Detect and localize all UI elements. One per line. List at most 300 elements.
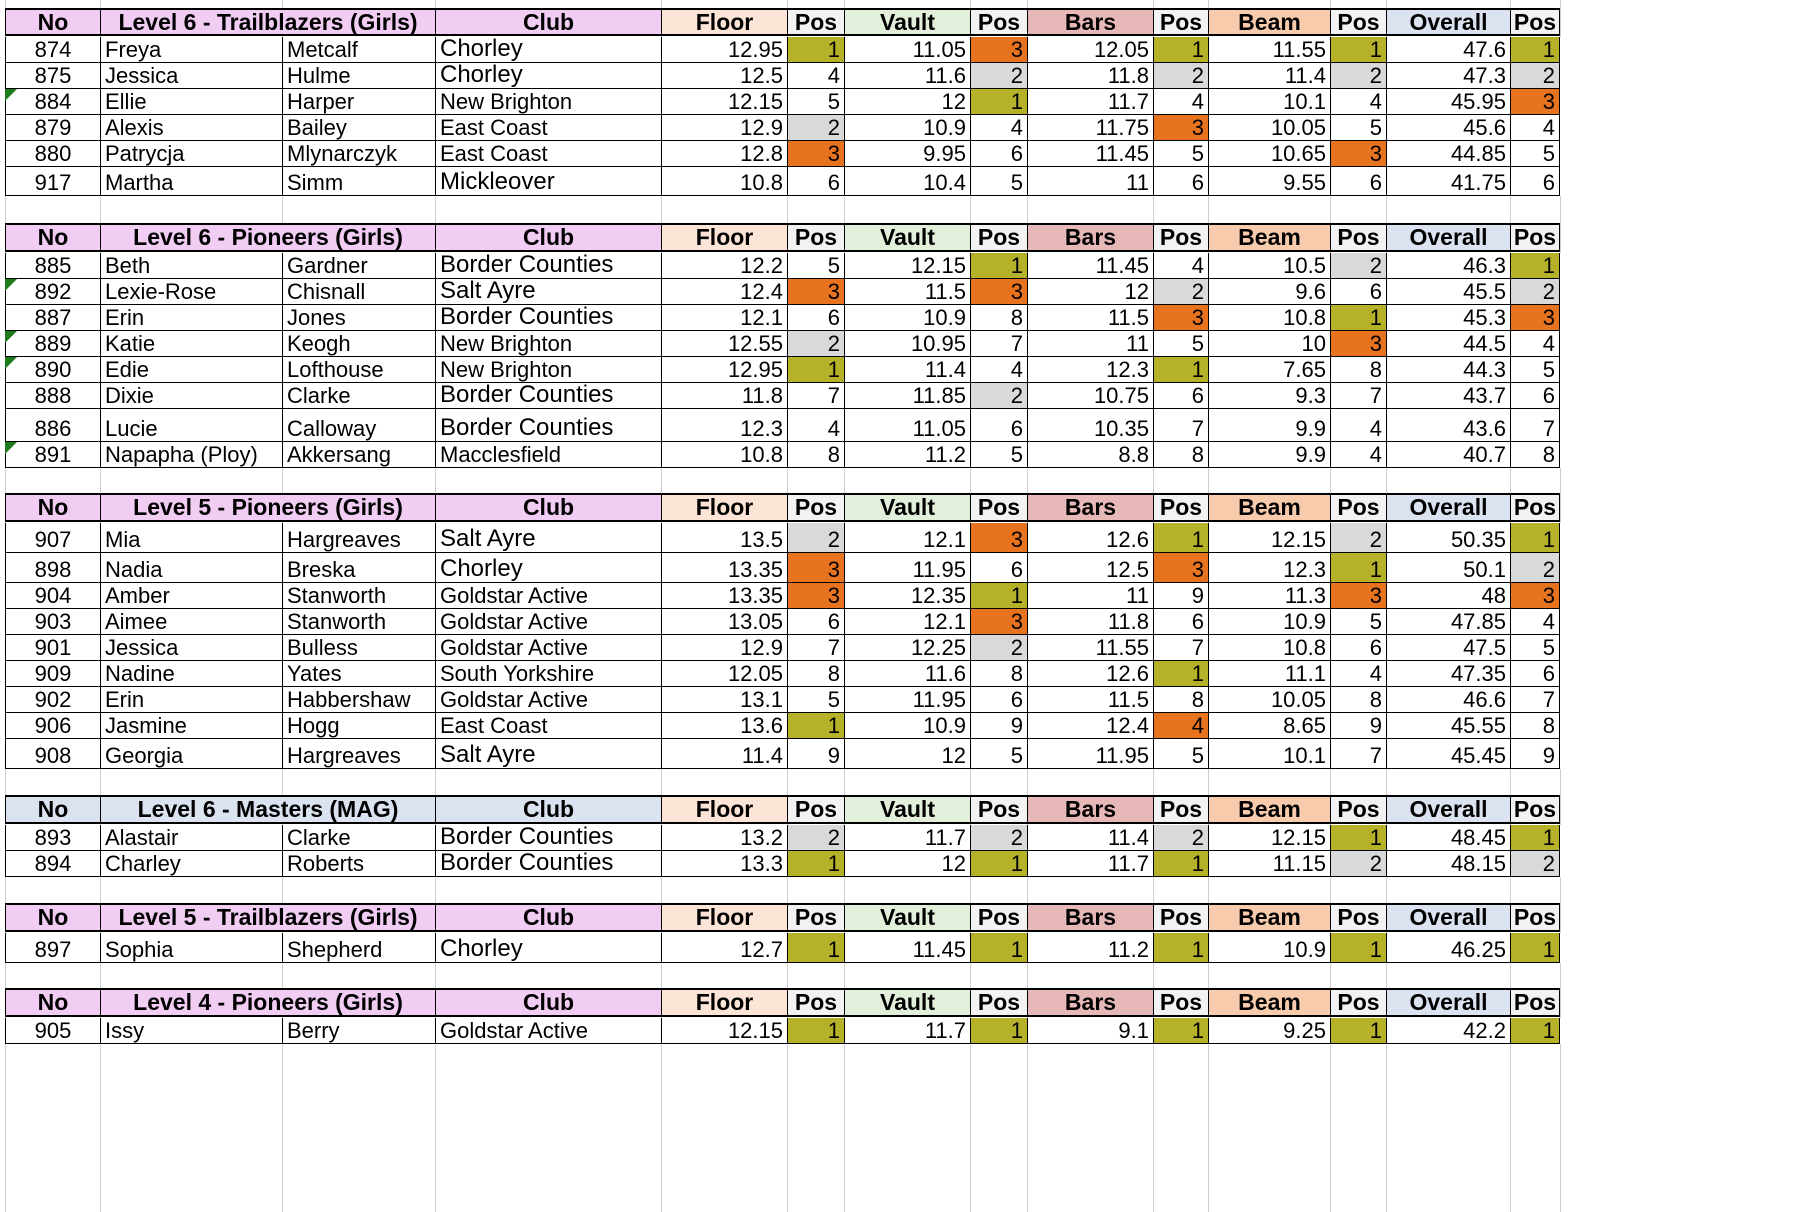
table-row: [0, 37, 1800, 63]
cell-last: Chisnall: [282, 279, 435, 305]
cell-first: Erin: [100, 305, 282, 331]
header-overall: Overall: [1386, 903, 1510, 932]
cell-floor-pos: 1: [787, 851, 844, 877]
header-beam: Beam: [1208, 903, 1330, 932]
cell-beam-pos: 1: [1330, 553, 1386, 583]
cell-first: Napapha (Ploy): [100, 442, 282, 468]
cell-floor-pos: 1: [787, 1018, 844, 1044]
cell-vault: 10.4: [844, 167, 970, 196]
header-club: Club: [435, 795, 661, 824]
header-vault: Vault: [844, 493, 970, 522]
cell-overall: 45.6: [1386, 115, 1510, 141]
header-beam-pos: Pos: [1330, 903, 1386, 932]
cell-floor-pos: 1: [787, 933, 844, 963]
cell-vault-pos: 3: [970, 37, 1027, 63]
cell-first: Lexie-Rose: [100, 279, 282, 305]
cell-overall: 44.85: [1386, 141, 1510, 167]
cell-last: Bailey: [282, 115, 435, 141]
section-header-row: [0, 223, 1800, 252]
cell-floor-pos: 6: [787, 167, 844, 196]
cell-floor-pos: 1: [787, 357, 844, 383]
cell-overall: 50.1: [1386, 553, 1510, 583]
cell-beam-pos: 1: [1330, 1018, 1386, 1044]
cell-bars-pos: 6: [1153, 383, 1208, 409]
cell-last: Hargreaves: [282, 523, 435, 553]
cell-last: Hogg: [282, 713, 435, 739]
cell-vault: 11.6: [844, 661, 970, 687]
table-row: [0, 523, 1800, 553]
cell-no: 903: [5, 609, 100, 635]
table-row: [0, 383, 1800, 409]
cell-overall-pos: 2: [1510, 851, 1560, 877]
cell-no: 917: [5, 167, 100, 196]
cell-bars: 11.95: [1027, 739, 1153, 769]
cell-vault: 10.9: [844, 305, 970, 331]
table-row: [0, 167, 1800, 196]
header-vault-pos: Pos: [970, 8, 1027, 36]
cell-last: Keogh: [282, 331, 435, 357]
cell-beam: 11.3: [1208, 583, 1330, 609]
table-row: [0, 115, 1800, 141]
cell-overall-pos: 5: [1510, 635, 1560, 661]
header-overall-pos: Pos: [1510, 988, 1560, 1017]
header-beam-pos: Pos: [1330, 493, 1386, 522]
cell-floor-pos: 2: [787, 115, 844, 141]
cell-first: Jasmine: [100, 713, 282, 739]
cell-first: Mia: [100, 523, 282, 553]
cell-no: 888: [5, 383, 100, 409]
cell-first: Dixie: [100, 383, 282, 409]
cell-beam-pos: 5: [1330, 115, 1386, 141]
cell-club: Salt Ayre: [435, 279, 661, 305]
section-header-row: [0, 988, 1800, 1017]
header-overall: Overall: [1386, 795, 1510, 824]
cell-last: Jones: [282, 305, 435, 331]
cell-vault-pos: 1: [970, 1018, 1027, 1044]
cell-vault-pos: 8: [970, 661, 1027, 687]
cell-bars-pos: 2: [1153, 63, 1208, 89]
cell-no: 907: [5, 523, 100, 553]
cell-first: Ellie: [100, 89, 282, 115]
table-row: [0, 583, 1800, 609]
cell-vault-pos: 1: [970, 89, 1027, 115]
cell-vault: 11.85: [844, 383, 970, 409]
cell-beam: 10.5: [1208, 253, 1330, 279]
cell-floor: 12.95: [661, 37, 787, 63]
cell-beam: 11.4: [1208, 63, 1330, 89]
header-floor: Floor: [661, 795, 787, 824]
cell-beam-pos: 2: [1330, 523, 1386, 553]
cell-overall: 45.3: [1386, 305, 1510, 331]
cell-first: Martha: [100, 167, 282, 196]
cell-vault: 10.9: [844, 115, 970, 141]
table-row: [0, 553, 1800, 583]
cell-no: 880: [5, 141, 100, 167]
cell-vault: 11.05: [844, 37, 970, 63]
cell-beam-pos: 2: [1330, 851, 1386, 877]
header-bars: Bars: [1027, 493, 1153, 522]
cell-club: Border Counties: [435, 825, 661, 851]
comment-indicator-icon[interactable]: [5, 89, 17, 101]
cell-bars-pos: 7: [1153, 409, 1208, 442]
cell-club: East Coast: [435, 141, 661, 167]
cell-overall: 40.7: [1386, 442, 1510, 468]
cell-bars: 12.6: [1027, 523, 1153, 553]
header-vault-pos: Pos: [970, 988, 1027, 1017]
cell-no: 874: [5, 37, 100, 63]
cell-floor: 13.1: [661, 687, 787, 713]
cell-floor: 13.2: [661, 825, 787, 851]
cell-club: Border Counties: [435, 253, 661, 279]
comment-indicator-icon[interactable]: [5, 331, 17, 343]
cell-no: 892: [5, 279, 100, 305]
cell-club: Goldstar Active: [435, 1018, 661, 1044]
header-club: Club: [435, 223, 661, 252]
cell-beam: 10.1: [1208, 89, 1330, 115]
cell-overall: 45.55: [1386, 713, 1510, 739]
header-no: No: [5, 988, 100, 1017]
cell-vault: 12.35: [844, 583, 970, 609]
cell-first: Jessica: [100, 63, 282, 89]
cell-vault-pos: 5: [970, 167, 1027, 196]
cell-beam: 12.15: [1208, 825, 1330, 851]
header-vault-pos: Pos: [970, 223, 1027, 252]
cell-club: Macclesfield: [435, 442, 661, 468]
cell-last: Hulme: [282, 63, 435, 89]
cell-bars-pos: 4: [1153, 253, 1208, 279]
cell-floor-pos: 5: [787, 687, 844, 713]
cell-no: 885: [5, 253, 100, 279]
cell-floor-pos: 2: [787, 331, 844, 357]
cell-vault: 11.05: [844, 409, 970, 442]
cell-last: Yates: [282, 661, 435, 687]
cell-vault: 11.95: [844, 553, 970, 583]
cell-last: Calloway: [282, 409, 435, 442]
cell-vault: 11.2: [844, 442, 970, 468]
header-beam-pos: Pos: [1330, 223, 1386, 252]
cell-club: Border Counties: [435, 409, 661, 442]
cell-vault-pos: 6: [970, 141, 1027, 167]
cell-last: Clarke: [282, 825, 435, 851]
header-beam: Beam: [1208, 795, 1330, 824]
cell-beam: 11.55: [1208, 37, 1330, 63]
cell-beam-pos: 3: [1330, 331, 1386, 357]
header-beam: Beam: [1208, 223, 1330, 252]
cell-beam-pos: 4: [1330, 89, 1386, 115]
cell-bars-pos: 1: [1153, 851, 1208, 877]
cell-vault-pos: 1: [970, 583, 1027, 609]
cell-floor: 12.95: [661, 357, 787, 383]
cell-vault-pos: 3: [970, 609, 1027, 635]
cell-bars: 12.05: [1027, 37, 1153, 63]
cell-bars: 12.3: [1027, 357, 1153, 383]
cell-first: Katie: [100, 331, 282, 357]
cell-beam: 10: [1208, 331, 1330, 357]
cell-vault: 10.9: [844, 713, 970, 739]
cell-floor-pos: 6: [787, 609, 844, 635]
cell-first: Patrycja: [100, 141, 282, 167]
cell-overall: 48.15: [1386, 851, 1510, 877]
cell-first: Issy: [100, 1018, 282, 1044]
cell-vault-pos: 6: [970, 687, 1027, 713]
cell-club: Border Counties: [435, 851, 661, 877]
cell-floor: 12.15: [661, 1018, 787, 1044]
cell-floor: 12.9: [661, 635, 787, 661]
cell-last: Bulless: [282, 635, 435, 661]
header-vault: Vault: [844, 988, 970, 1017]
cell-overall: 48.45: [1386, 825, 1510, 851]
cell-overall-pos: 2: [1510, 279, 1560, 305]
cell-no: 905: [5, 1018, 100, 1044]
cell-first: Alexis: [100, 115, 282, 141]
header-beam: Beam: [1208, 8, 1330, 36]
cell-no: 908: [5, 739, 100, 769]
section-header-row: [0, 493, 1800, 522]
cell-beam-pos: 3: [1330, 141, 1386, 167]
table-row: [0, 63, 1800, 89]
cell-vault-pos: 4: [970, 357, 1027, 383]
cell-beam: 10.9: [1208, 933, 1330, 963]
cell-no: 875: [5, 63, 100, 89]
cell-floor: 12.15: [661, 89, 787, 115]
cell-club: East Coast: [435, 713, 661, 739]
cell-club: Goldstar Active: [435, 583, 661, 609]
cell-floor-pos: 1: [787, 37, 844, 63]
cell-overall: 45.5: [1386, 279, 1510, 305]
table-row: [0, 331, 1800, 357]
cell-vault-pos: 3: [970, 279, 1027, 305]
cell-floor-pos: 5: [787, 253, 844, 279]
cell-floor: 10.8: [661, 442, 787, 468]
cell-club: Chorley: [435, 63, 661, 89]
comment-indicator-icon[interactable]: [5, 357, 17, 369]
cell-overall: 45.45: [1386, 739, 1510, 769]
table-row: [0, 409, 1800, 442]
cell-bars: 11.4: [1027, 825, 1153, 851]
cell-no: 884: [5, 89, 100, 115]
cell-beam-pos: 4: [1330, 409, 1386, 442]
cell-club: Chorley: [435, 933, 661, 963]
cell-first: Amber: [100, 583, 282, 609]
cell-club: Chorley: [435, 37, 661, 63]
header-bars: Bars: [1027, 903, 1153, 932]
header-overall: Overall: [1386, 8, 1510, 36]
cell-overall: 44.3: [1386, 357, 1510, 383]
cell-beam: 10.8: [1208, 305, 1330, 331]
header-no: No: [5, 223, 100, 252]
cell-club: New Brighton: [435, 331, 661, 357]
cell-overall-pos: 9: [1510, 739, 1560, 769]
cell-bars-pos: 3: [1153, 305, 1208, 331]
cell-overall-pos: 6: [1510, 661, 1560, 687]
header-club: Club: [435, 988, 661, 1017]
header-vault-pos: Pos: [970, 903, 1027, 932]
cell-no: 894: [5, 851, 100, 877]
cell-beam-pos: 8: [1330, 357, 1386, 383]
cell-overall: 47.3: [1386, 63, 1510, 89]
cell-bars: 11.7: [1027, 851, 1153, 877]
cell-overall-pos: 4: [1510, 115, 1560, 141]
cell-bars: 11.8: [1027, 609, 1153, 635]
cell-beam: 11.15: [1208, 851, 1330, 877]
table-row: [0, 825, 1800, 851]
cell-bars: 12.6: [1027, 661, 1153, 687]
cell-bars: 11.55: [1027, 635, 1153, 661]
cell-overall: 47.35: [1386, 661, 1510, 687]
header-overall: Overall: [1386, 223, 1510, 252]
cell-vault: 11.6: [844, 63, 970, 89]
cell-vault: 9.95: [844, 141, 970, 167]
cell-no: 886: [5, 409, 100, 442]
header-no: No: [5, 8, 100, 36]
cell-bars-pos: 5: [1153, 331, 1208, 357]
cell-vault-pos: 1: [970, 253, 1027, 279]
cell-bars: 12.4: [1027, 713, 1153, 739]
cell-bars-pos: 6: [1153, 167, 1208, 196]
cell-vault-pos: 5: [970, 442, 1027, 468]
cell-vault-pos: 1: [970, 851, 1027, 877]
cell-beam: 9.55: [1208, 167, 1330, 196]
cell-club: East Coast: [435, 115, 661, 141]
cell-floor-pos: 6: [787, 305, 844, 331]
cell-bars-pos: 8: [1153, 687, 1208, 713]
cell-beam: 12.3: [1208, 553, 1330, 583]
table-row: [0, 279, 1800, 305]
cell-beam-pos: 5: [1330, 609, 1386, 635]
header-overall-pos: Pos: [1510, 795, 1560, 824]
cell-beam-pos: 3: [1330, 583, 1386, 609]
cell-beam: 10.9: [1208, 609, 1330, 635]
cell-floor: 12.1: [661, 305, 787, 331]
cell-beam-pos: 1: [1330, 825, 1386, 851]
header-floor: Floor: [661, 988, 787, 1017]
cell-floor: 10.8: [661, 167, 787, 196]
cell-no: 890: [5, 357, 100, 383]
cell-floor: 13.5: [661, 523, 787, 553]
header-floor-pos: Pos: [787, 493, 844, 522]
cell-no: 897: [5, 933, 100, 963]
cell-overall-pos: 4: [1510, 609, 1560, 635]
cell-floor-pos: 3: [787, 583, 844, 609]
cell-beam: 9.9: [1208, 442, 1330, 468]
cell-overall-pos: 5: [1510, 141, 1560, 167]
header-club: Club: [435, 903, 661, 932]
cell-last: Habbershaw: [282, 687, 435, 713]
cell-vault: 11.7: [844, 1018, 970, 1044]
table-row: [0, 635, 1800, 661]
cell-last: Stanworth: [282, 583, 435, 609]
cell-club: Chorley: [435, 553, 661, 583]
header-overall: Overall: [1386, 988, 1510, 1017]
header-overall-pos: Pos: [1510, 493, 1560, 522]
cell-overall-pos: 4: [1510, 331, 1560, 357]
cell-vault: 11.95: [844, 687, 970, 713]
cell-floor: 12.2: [661, 253, 787, 279]
header-bars-pos: Pos: [1153, 223, 1208, 252]
header-beam: Beam: [1208, 988, 1330, 1017]
cell-bars: 11.2: [1027, 933, 1153, 963]
cell-first: Alastair: [100, 825, 282, 851]
cell-last: Harper: [282, 89, 435, 115]
header-overall-pos: Pos: [1510, 8, 1560, 36]
table-row: [0, 713, 1800, 739]
cell-beam: 11.1: [1208, 661, 1330, 687]
cell-floor: 11.8: [661, 383, 787, 409]
table-row: [0, 609, 1800, 635]
cell-first: Georgia: [100, 739, 282, 769]
cell-club: Mickleover: [435, 167, 661, 196]
header-floor: Floor: [661, 8, 787, 36]
cell-bars-pos: 1: [1153, 357, 1208, 383]
cell-vault: 12.1: [844, 523, 970, 553]
cell-overall: 45.95: [1386, 89, 1510, 115]
header-beam-pos: Pos: [1330, 795, 1386, 824]
cell-first: Edie: [100, 357, 282, 383]
cell-bars-pos: 5: [1153, 739, 1208, 769]
header-bars: Bars: [1027, 223, 1153, 252]
cell-beam-pos: 1: [1330, 37, 1386, 63]
cell-club: Goldstar Active: [435, 635, 661, 661]
cell-last: Shepherd: [282, 933, 435, 963]
cell-beam-pos: 6: [1330, 167, 1386, 196]
cell-vault: 11.45: [844, 933, 970, 963]
header-floor: Floor: [661, 903, 787, 932]
header-beam: Beam: [1208, 493, 1330, 522]
cell-beam: 10.05: [1208, 115, 1330, 141]
cell-beam-pos: 1: [1330, 305, 1386, 331]
header-bars-pos: Pos: [1153, 903, 1208, 932]
cell-floor: 13.3: [661, 851, 787, 877]
cell-club: Goldstar Active: [435, 609, 661, 635]
cell-overall-pos: 1: [1510, 37, 1560, 63]
cell-floor: 12.55: [661, 331, 787, 357]
cell-last: Clarke: [282, 383, 435, 409]
cell-bars: 11: [1027, 583, 1153, 609]
cell-overall-pos: 1: [1510, 933, 1560, 963]
cell-bars: 10.75: [1027, 383, 1153, 409]
header-club: Club: [435, 493, 661, 522]
cell-overall: 46.6: [1386, 687, 1510, 713]
cell-overall: 46.25: [1386, 933, 1510, 963]
header-floor-pos: Pos: [787, 988, 844, 1017]
cell-bars: 11.45: [1027, 253, 1153, 279]
header-bars: Bars: [1027, 795, 1153, 824]
cell-bars-pos: 3: [1153, 115, 1208, 141]
comment-indicator-icon[interactable]: [5, 279, 17, 291]
section-title: Level 6 - Masters (MAG): [100, 795, 435, 824]
cell-overall-pos: 2: [1510, 63, 1560, 89]
table-row: [0, 89, 1800, 115]
cell-floor-pos: 4: [787, 409, 844, 442]
cell-no: 902: [5, 687, 100, 713]
comment-indicator-icon[interactable]: [5, 442, 17, 454]
cell-floor: 12.4: [661, 279, 787, 305]
header-floor-pos: Pos: [787, 223, 844, 252]
cell-floor-pos: 4: [787, 63, 844, 89]
header-club: Club: [435, 8, 661, 36]
header-no: No: [5, 795, 100, 824]
section-header-row: [0, 903, 1800, 932]
table-row: [0, 933, 1800, 963]
section-title: Level 5 - Pioneers (Girls): [100, 493, 435, 522]
cell-floor: 12.05: [661, 661, 787, 687]
cell-first: Jessica: [100, 635, 282, 661]
cell-beam: 12.15: [1208, 523, 1330, 553]
cell-no: 893: [5, 825, 100, 851]
cell-floor: 11.4: [661, 739, 787, 769]
cell-beam-pos: 7: [1330, 739, 1386, 769]
cell-overall-pos: 8: [1510, 442, 1560, 468]
